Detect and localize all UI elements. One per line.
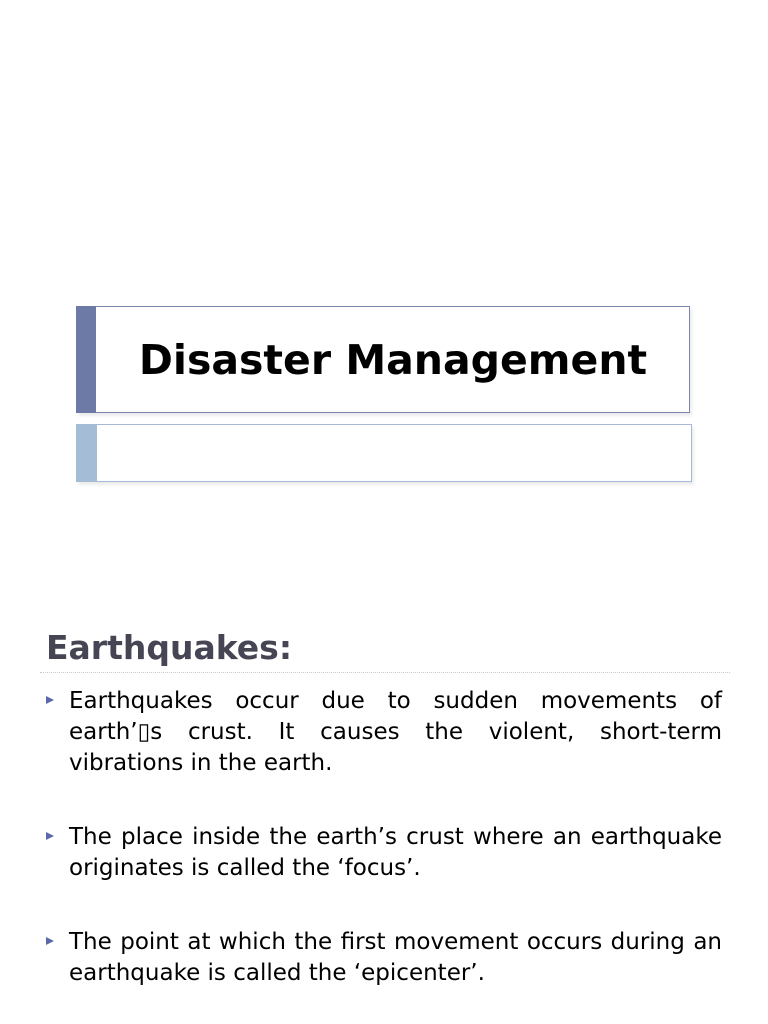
bullet-arrow-icon <box>46 696 54 704</box>
section-heading: Earthquakes: <box>46 628 293 667</box>
bullet-list <box>46 686 722 989</box>
title-box <box>76 306 690 413</box>
bullet-item <box>46 822 722 884</box>
slide-title: Disaster Management <box>138 335 648 384</box>
bullet-arrow-icon <box>46 937 54 945</box>
bullet-arrow-icon <box>46 832 54 840</box>
subtitle-box <box>76 424 692 482</box>
bullet-item <box>46 686 722 779</box>
bullet-text: The place inside the earth’s crust where an earthquake originates is called the ‘focus’. <box>69 824 722 881</box>
heading-divider <box>40 672 730 673</box>
bullet-text: Earthquakes occur due to sudden movements of earth’▯s crust. It causes the violent, short-term vibrations in the earth. <box>69 688 722 776</box>
bullet-item <box>46 927 722 989</box>
bullet-text: The point at which the first movement occurs during an earthquake is called the ‘epicenter’. <box>69 929 722 986</box>
title-accent-bar <box>76 306 96 413</box>
subtitle-accent-bar <box>76 424 97 482</box>
